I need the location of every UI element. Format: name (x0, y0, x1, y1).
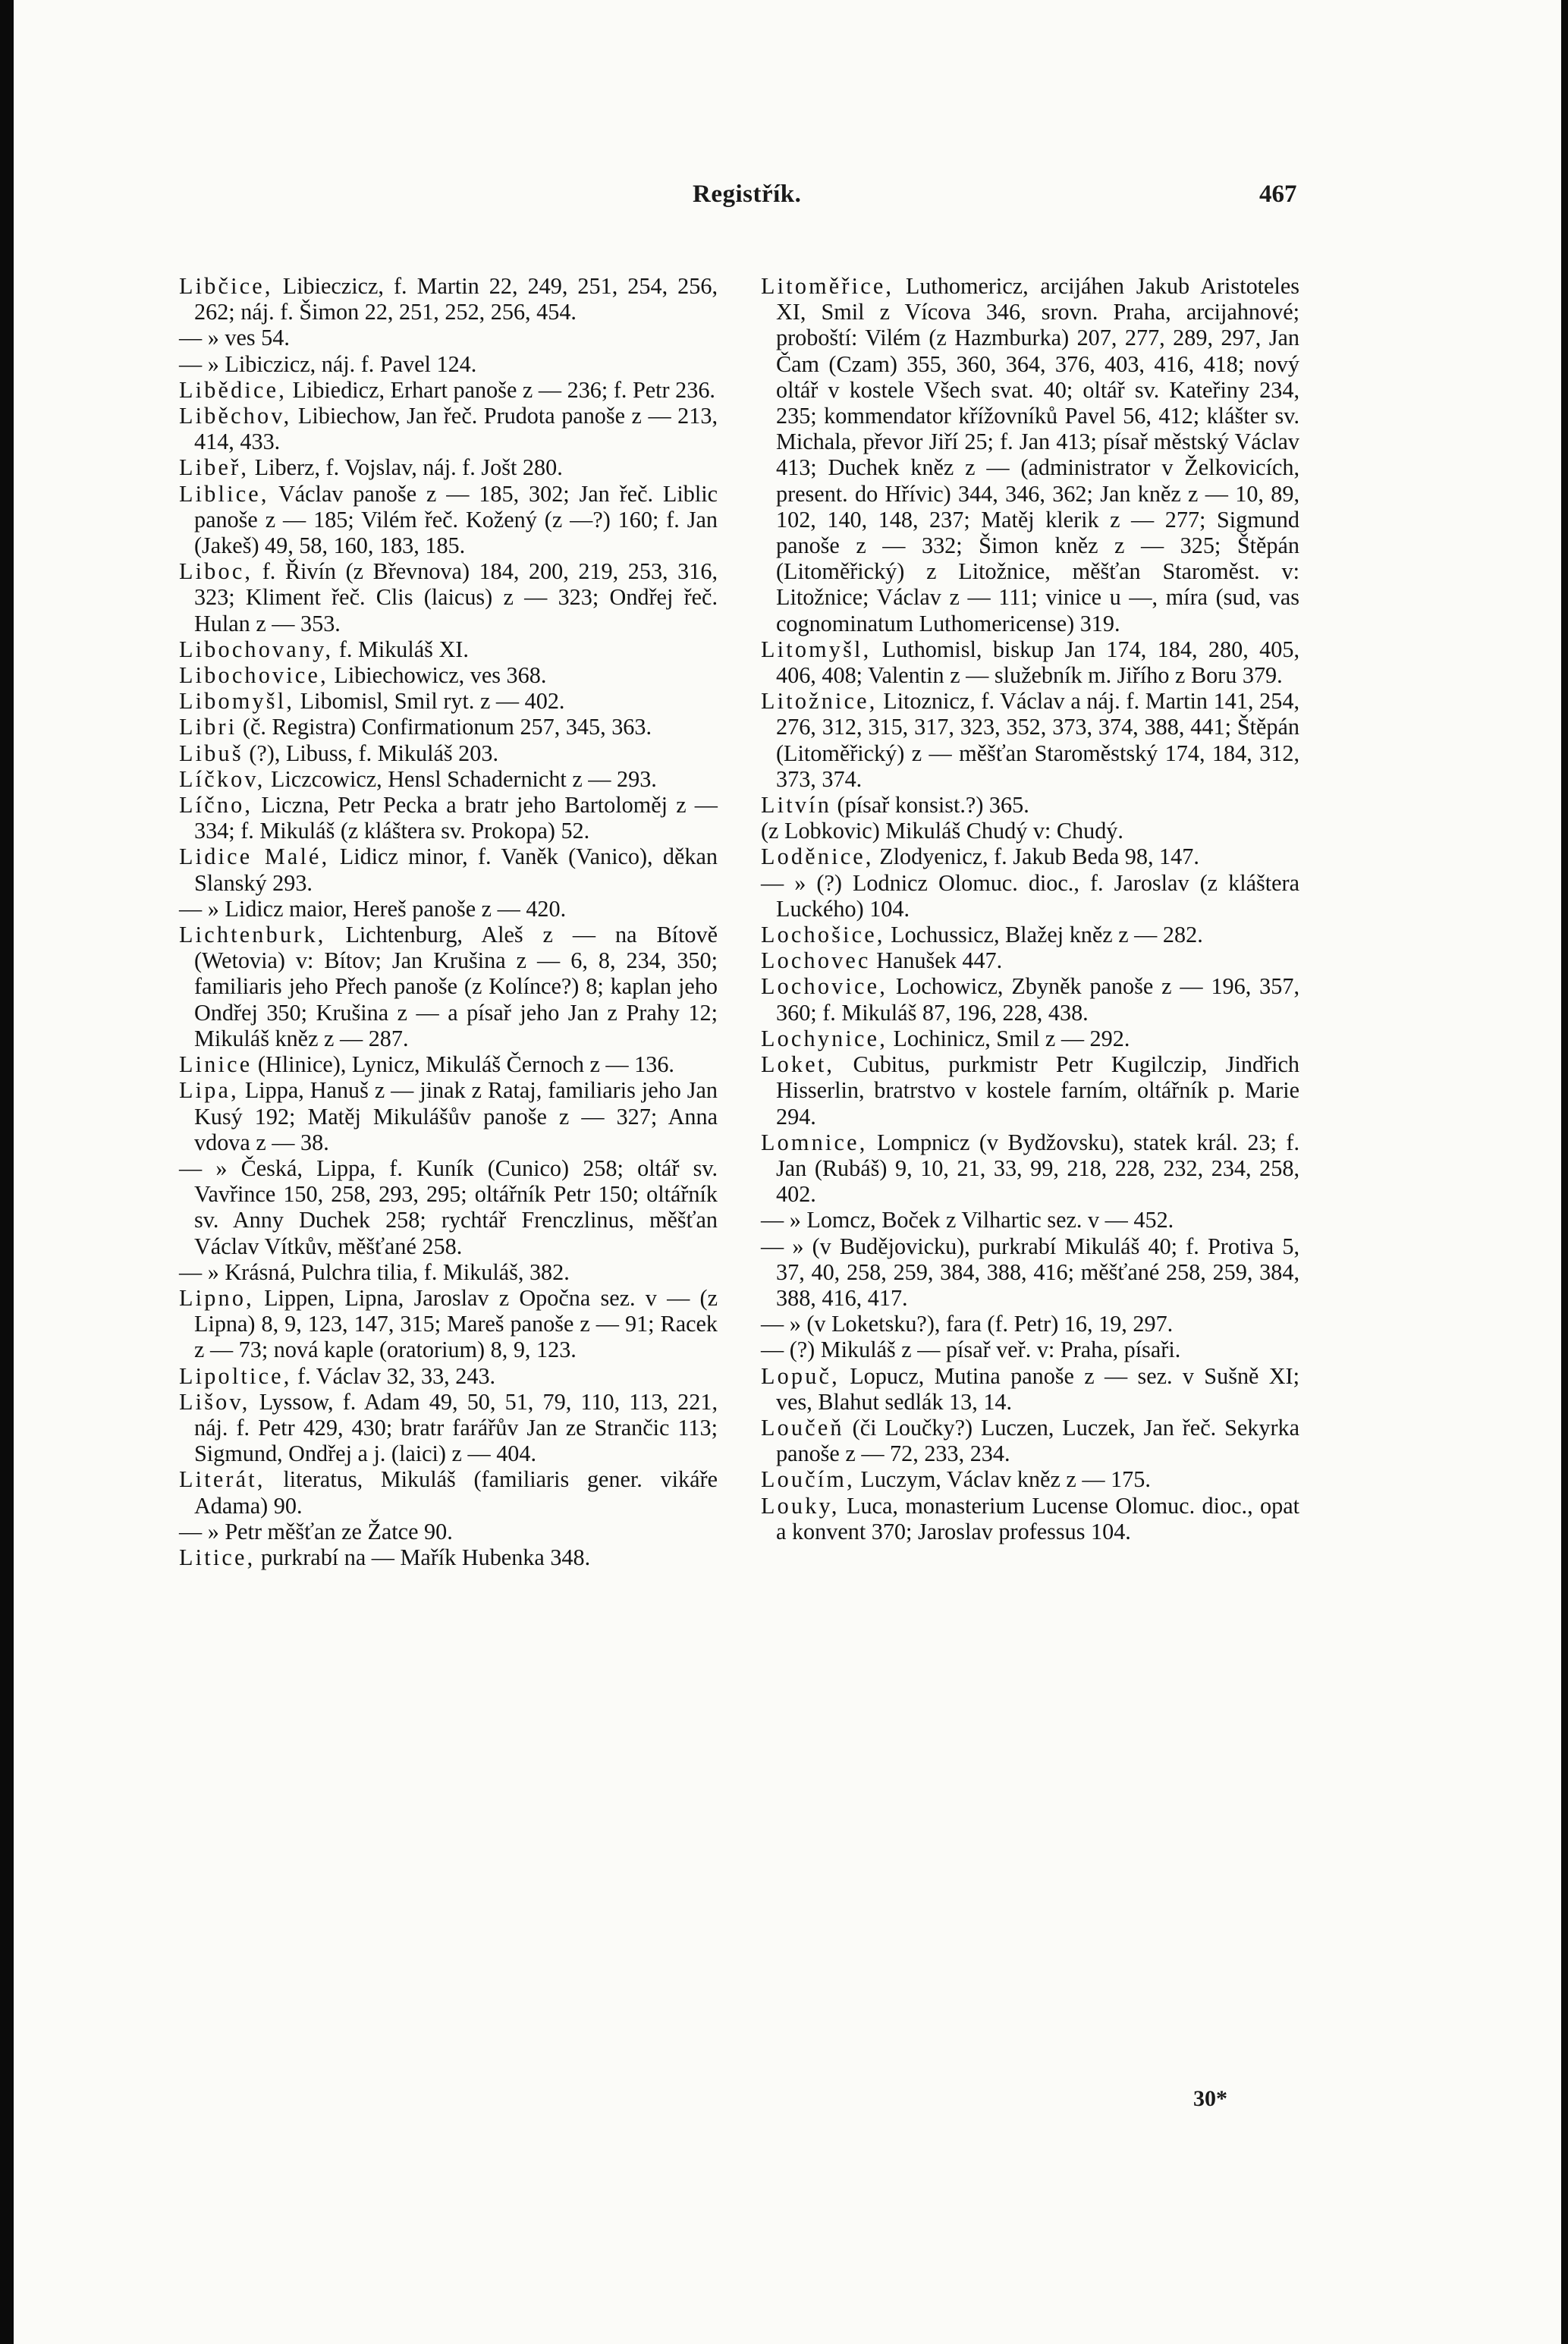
entry-text: Lochussicz, Blažej kněz z — 282. (885, 922, 1203, 948)
index-entry (179, 1259, 718, 1285)
index-entry (179, 454, 718, 480)
index-entry (179, 351, 718, 377)
entry-headword: Liblice, (179, 480, 269, 507)
entry-text: Cubitus, purkmistr Petr Kugilczip, Jindřich Hisserlin, bratrstvo v kostele farním, oltářník p. Marie 294. (776, 1051, 1299, 1130)
entry-text: Liczcowicz, Hensl Schadernicht z — 293. (265, 765, 657, 792)
entry-text: Lompnicz (v Bydžovsku), statek král. 23; f. Jan (Rubáš) 9, 10, 21, 33, 99, 218, 228, 232, 234, 258, 402. (776, 1129, 1299, 1208)
index-entry (761, 844, 1299, 869)
entry-headword: Libomyšl, (179, 688, 295, 715)
entry-headword: Literát, (179, 1466, 266, 1493)
entry-text: — » (v Loketsku?), fara (f. Petr) 16, 19, 297. (761, 1311, 1174, 1337)
entry-text: literatus, Mikuláš (familiaris gener. vikáře Adama) 90. (194, 1466, 718, 1519)
index-entry (761, 1311, 1299, 1337)
entry-text: — » Libiczicz, náj. f. Pavel 124. (179, 350, 477, 377)
entry-text: Lippen, Lipna, Jaroslav z Opočna sez. v — (z Lipna) 8, 9, 123, 147, 315; Mareš panoše z — 91; Racek z — 73; nová kaple (oratorium) 8, 9, 123. (194, 1284, 718, 1363)
index-entry (761, 1337, 1299, 1362)
entry-text: — » (v Budějovicku), purkrabí Mikuláš 40; f. Protiva 5, 37, 40, 258, 259, 384, 388, 416; měšťané 258, 259, 384, 388, 416, 417. (761, 1233, 1299, 1311)
entry-text: Václav panoše z — 185, 302; Jan řeč. Liblic panoše z — 185; Vilém řeč. Kožený (z —?) 160; f. Jan (Jakeš) 49, 58, 160, 183, 185. (194, 480, 718, 559)
entry-text: — » Česká, Lippa, f. Kuník (Cunico) 258; oltář sv. Vavřince 150, 258, 293, 295; oltářník Petr 150; oltářník sv. Anny Duchek 258; rychtář Frenczlinus, měšťan Václav Vítkův, měšťané 258. (179, 1155, 718, 1259)
entry-text: Liberz, f. Vojslav, náj. f. Jošt 280. (249, 454, 563, 481)
entry-headword: Libědice, (179, 376, 287, 403)
entry-text: purkrabí na — Mařík Hubenka 348. (255, 1544, 591, 1570)
entry-headword: Libochovice, (179, 662, 328, 689)
entry-text: Lippa, Hanuš z — jinak z Rataj, familiaris jeho Jan Kusý 192; Matěj Mikulášův panoše z — 327; Anna vdova z — 38. (194, 1077, 718, 1155)
index-entry (179, 688, 718, 714)
entry-text: Libomisl, Smil ryt. z — 402. (294, 688, 565, 715)
entry-text: Hanušek 447. (870, 947, 1003, 974)
index-entry (179, 1363, 718, 1389)
index-entry (179, 896, 718, 922)
entry-text: — » Lomcz, Boček z Vilhartic sez. v — 452. (761, 1207, 1174, 1233)
index-entry (179, 714, 718, 740)
entry-text: Luthomericz, arcijáhen Jakub Aristoteles XI, Smil z Vícova 346, srovn. Praha, arcijahnové; proboští: Vilém (z Hazmburka) 207, 277, 289, 297, Jan Čam (Czam) 355, 360, 364, 376, 403, 416, 418; nový oltář v kostele Všech svat. 40; oltář sv. Kateřiny 234, 235; kommendator křížovníků Pavel 56, 412; klášter sv. Michala, převor Jiří 25; f. Jan 413; písař městský Václav 413; Duchek kněz z — (administrator v Želkovicích, present. do Hřívic) 344, 346, 362; Jan kněz z — 10, 89, 102, 140, 148, 237; Matěj klerik z — 277; Sigmund panoše z — 332; Šimon kněz z — 325; Štěpán (Litoměřický) z Litožnice, měšťan Staroměst. v: Litožnice; Václav z — 111; vinice u —, míra (sud, vas cognominatum Luthomericense) 319. (776, 273, 1299, 636)
entry-headword: Litoměřice, (761, 273, 894, 299)
entry-text: — » Krásná, Pulchra tilia, f. Mikuláš, 382. (179, 1258, 570, 1285)
entry-headword: Loděnice, (761, 844, 874, 870)
running-title: Registřík. (693, 181, 802, 208)
entry-text: (či Loučky?) Luczen, Luczek, Jan řeč. Sekyrka panoše z — 72, 233, 234. (776, 1414, 1299, 1467)
entry-headword: Lochošice, (761, 922, 885, 948)
entry-text: (č. Registra) Confirmationum 257, 345, 363. (237, 714, 652, 740)
sheet-signature: 30* (1193, 2086, 1227, 2111)
entry-headword: Litomyšl, (761, 636, 872, 662)
entry-text: Libiechowicz, ves 368. (328, 662, 547, 689)
entry-headword: Liběchov, (179, 403, 292, 429)
entry-text: Libiechow, Jan řeč. Prudota panoše z — 213, 414, 433. (194, 403, 718, 455)
index-entry (761, 1415, 1299, 1466)
entry-text: f. Řivín (z Břevnova) 184, 200, 219, 253, 316, 323; Kliment řeč. Clis (laicus) z — 323; Ondřej řeč. Hulan z — 353. (194, 558, 718, 636)
index-entry (179, 1051, 718, 1077)
index-entry (761, 947, 1299, 973)
index-entry (179, 1285, 718, 1363)
entry-text: Luca, monasterium Lucense Olomuc. dioc., opat a konvent 370; Jaroslav professus 104. (776, 1492, 1299, 1544)
book-page (14, 0, 1561, 2344)
index-entry (179, 1077, 718, 1155)
entry-headword: Libri (179, 714, 237, 740)
entry-text: Libieczicz, f. Martin 22, 249, 251, 254, 256, 262; náj. f. Šimon 22, 251, 252, 256, 454. (194, 273, 718, 325)
entry-headword: Lipa, (179, 1077, 239, 1104)
entry-text: — » Petr měšťan ze Žatce 90. (179, 1518, 453, 1544)
entry-headword: Libochovany, (179, 636, 334, 662)
entry-text: Libiedicz, Erhart panoše z — 236; f. Petr 236. (286, 376, 715, 403)
entry-text: Liczna, Petr Pecka a bratr jeho Bartoloměj z — 334; f. Mikuláš (z kláštera sv. Prokopa) 52. (194, 792, 718, 844)
entry-text: Lochinicz, Smil z — 292. (887, 1025, 1130, 1051)
index-entry (179, 481, 718, 559)
index-entry (761, 1026, 1299, 1051)
entry-headword: Lidice Malé, (179, 844, 330, 870)
index-entry (179, 1389, 718, 1467)
entry-headword: Loučeň (761, 1414, 844, 1441)
index-entry (761, 1466, 1299, 1492)
index-column-left (179, 273, 718, 1570)
entry-text: — » Lidicz maior, Hereš panoše z — 420. (179, 895, 567, 922)
index-entry (761, 818, 1299, 844)
entry-text: f. Václav 32, 33, 243. (291, 1362, 496, 1389)
entry-text: Zlodyenicz, f. Jakub Beda 98, 147. (873, 844, 1199, 870)
entry-text: (písař konsist.?) 365. (831, 792, 1029, 819)
entry-headword: Lomnice, (761, 1129, 868, 1155)
index-entry (761, 1051, 1299, 1130)
entry-text: Lopucz, Mutina panoše z — sez. v Sušně XI; ves, Blahut sedlák 13, 14. (776, 1362, 1299, 1415)
index-entry (761, 1493, 1299, 1544)
index-entry (761, 688, 1299, 792)
page-header (14, 181, 1561, 218)
index-entry (761, 273, 1299, 636)
index-entry (761, 636, 1299, 688)
entry-headword: Lochovice, (761, 973, 888, 1000)
index-entry (179, 273, 718, 325)
index-entry (761, 1207, 1299, 1233)
entry-headword: Lochynice, (761, 1025, 888, 1051)
entry-text: — (?) Mikuláš z — písař veř. v: Praha, písaři. (761, 1337, 1181, 1363)
entry-headword: Lipno, (179, 1284, 254, 1311)
entry-headword: Lopuč, (761, 1362, 840, 1389)
entry-headword: Loket, (761, 1051, 835, 1078)
entry-text: (z Lobkovic) Mikuláš Chudý v: Chudý. (761, 818, 1123, 844)
index-entry (179, 662, 718, 688)
entry-text: Lyssow, f. Adam 49, 50, 51, 79, 110, 113, 221, náj. f. Petr 429, 430; bratr farářův Jan ze Strančic 113; Sigmund, Ondřej a j. (laici) z — 404. (194, 1388, 718, 1467)
entry-headword: Litvín (761, 792, 831, 819)
entry-headword: Litožnice, (761, 688, 878, 715)
entry-text: Litoznicz, f. Václav a náj. f. Martin 141, 254, 276, 312, 315, 317, 323, 352, 373, 374, 388, 441; Štěpán (Litoměřický) z — měšťan Staroměstský 174, 184, 312, 373, 374. (776, 688, 1299, 792)
index-entry (761, 870, 1299, 922)
index-entry (179, 403, 718, 454)
entry-headword: Lipoltice, (179, 1362, 292, 1389)
index-entry (761, 922, 1299, 947)
entry-text: Lidicz minor, f. Vaněk (Vanico), děkan Slanský 293. (194, 844, 718, 896)
entry-text: (?), Libuss, f. Mikuláš 203. (243, 740, 498, 766)
entry-headword: Louky, (761, 1492, 840, 1519)
entry-headword: Liboc, (179, 558, 253, 585)
index-entry (761, 1233, 1299, 1312)
page-number: 467 (1259, 181, 1297, 208)
entry-text: (Hlinice), Lynicz, Mikuláš Černoch z — 136. (252, 1051, 674, 1078)
entry-headword: Lichtenburk, (179, 922, 326, 948)
index-entry (179, 1544, 718, 1570)
index-column-right (761, 273, 1299, 1544)
entry-text: Luthomisl, biskup Jan 174, 184, 280, 405, 406, 408; Valentin z — služebník m. Jiřího z Boru 379. (776, 636, 1299, 689)
index-entry (761, 792, 1299, 818)
index-entry (179, 377, 718, 403)
entry-headword: Loučím, (761, 1466, 855, 1493)
index-entry (179, 1519, 718, 1544)
index-entry (179, 844, 718, 895)
index-entry (761, 1363, 1299, 1415)
index-entry (179, 1466, 718, 1518)
entry-headword: Litice, (179, 1544, 256, 1570)
entry-text: f. Mikuláš XI. (333, 636, 469, 662)
index-entry (179, 636, 718, 662)
index-entry (761, 1130, 1299, 1208)
entry-headword: Líčkov, (179, 765, 266, 792)
index-entry (179, 325, 718, 350)
entry-headword: Lišov, (179, 1388, 250, 1415)
entry-headword: Libčice, (179, 273, 273, 299)
entry-headword: Libuš (179, 740, 244, 766)
entry-text: Luczym, Václav kněz z — 175. (854, 1466, 1151, 1493)
index-entry (179, 1155, 718, 1259)
entry-headword: Linice (179, 1051, 253, 1078)
entry-headword: Lochovec (761, 947, 871, 974)
entry-text: — » ves 54. (179, 325, 290, 351)
index-entry (179, 558, 718, 636)
entry-text: Lichtenburg, Aleš z — na Bítově (Wetovia) v: Bítov; Jan Krušina z — 6, 8, 234, 350; familiaris jeho Přech panoše (z Kolínce?) 8; kaplan jeho Ondřej 350; Krušina z — a písař jeho Jan z Prahy 12; Mikuláš kněz z — 287. (194, 922, 718, 1051)
index-entry (179, 792, 718, 844)
entry-headword: Libeř, (179, 454, 250, 481)
entry-text: Lochowicz, Zbyněk panoše z — 196, 357, 360; f. Mikuláš 87, 196, 228, 438. (776, 973, 1299, 1026)
index-entry (179, 922, 718, 1051)
entry-headword: Líčno, (179, 792, 253, 819)
index-entry (179, 740, 718, 766)
index-entry (179, 766, 718, 792)
entry-text: — » (?) Lodnicz Olomuc. dioc., f. Jaroslav (z kláštera Luckého) 104. (761, 869, 1299, 922)
index-entry (761, 973, 1299, 1025)
